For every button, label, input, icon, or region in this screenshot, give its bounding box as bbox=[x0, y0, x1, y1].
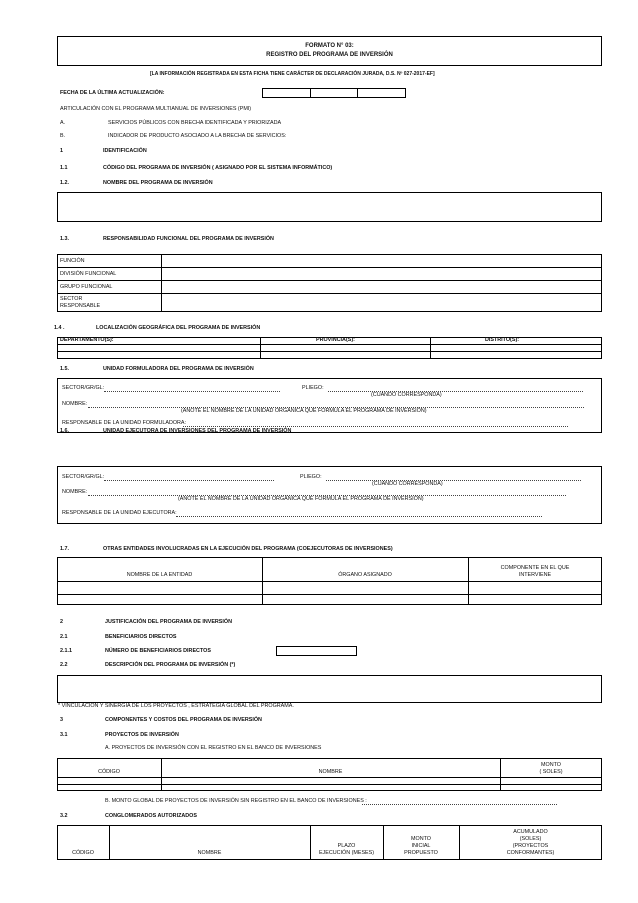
coejecutoras-row-2 bbox=[57, 594, 602, 595]
s3-1-title: PROYECTOS DE INVERSIÓN bbox=[105, 732, 179, 738]
localizacion-row-1 bbox=[57, 344, 602, 345]
articulacion-label: ARTICULACIÓN CON EL PROGRAMA MULTIANUAL DE INVERSIONES (PMI) bbox=[60, 106, 252, 112]
s2-1-1-title: NÚMERO DE BENEFICIARIOS DIRECTOS bbox=[105, 648, 211, 654]
s1-2-num: 1.2. bbox=[60, 180, 69, 186]
ue-sector-label: SECTOR/GR/GL: bbox=[62, 474, 105, 480]
s1-7-title: OTRAS ENTIDADES INVOLUCRADAS EN LA EJECUCIÓN DEL PROGRAMA (COEJECUTORAS DE INVERSIONES) bbox=[103, 546, 393, 552]
localizacion-row-2 bbox=[57, 351, 602, 352]
c-col-monto-c: PROPUESTO bbox=[404, 850, 438, 856]
c-col-monto-a: MONTO bbox=[411, 836, 431, 842]
coejecutoras-row-1 bbox=[57, 581, 602, 582]
c-col-plazo-b: EJECUCIÓN (MESES) bbox=[318, 850, 375, 856]
s1-1-num: 1.1 bbox=[60, 165, 68, 171]
col-monto-b: ( SOLES) bbox=[539, 769, 563, 775]
responsabilidad-row-2 bbox=[57, 280, 602, 281]
col-nombre-entidad: NOMBRE DE LA ENTIDAD bbox=[126, 572, 193, 578]
s2-num: 2 bbox=[60, 619, 63, 625]
localizacion-col-1 bbox=[260, 337, 261, 359]
s1-title: IDENTIFICACIÓN bbox=[103, 148, 147, 154]
ue-responsable-label: RESPONSABLE DE LA UNIDAD EJECUTORA: bbox=[62, 510, 177, 516]
s3-2-title: CONGLOMERADOS AUTORIZADOS bbox=[105, 813, 197, 819]
col-componente-a: COMPONENTE EN EL QUE bbox=[500, 565, 570, 571]
s2-1-1-num: 2.1.1 bbox=[60, 648, 72, 654]
disclaimer: [LA INFORMACIÓN REGISTRADA EN ESTA FICHA TIENE CARÁCTER DE DECLARACIÓN JURADA, D.S. Nº 027-2017-EF] bbox=[150, 71, 435, 77]
s3-1-num: 3.1 bbox=[60, 732, 68, 738]
form-subtitle: REGISTRO DEL PROGRAMA DE INVERSIÓN bbox=[266, 52, 393, 58]
row-grupo-funcional: GRUPO FUNCIONAL bbox=[60, 284, 113, 290]
s1-3-title: RESPONSABILIDAD FUNCIONAL DEL PROGRAMA DE INVERSIÓN bbox=[103, 236, 274, 242]
responsabilidad-row-3 bbox=[57, 293, 602, 294]
uf-sector-field[interactable] bbox=[104, 391, 280, 392]
s2-2-num: 2.2 bbox=[60, 662, 68, 668]
col-distrito: DISTRITO(S): bbox=[485, 337, 520, 343]
s1-num: 1 bbox=[60, 148, 63, 154]
s2-title: JUSTIFICACIÓN DEL PROGRAMA DE INVERSIÓN bbox=[105, 619, 232, 625]
localizacion-col-2 bbox=[430, 337, 431, 359]
s3-num: 3 bbox=[60, 717, 63, 723]
col-nombre: NOMBRE bbox=[318, 769, 343, 775]
uf-nombre-label: NOMBRE: bbox=[62, 401, 88, 407]
s3-1-b-text: B. MONTO GLOBAL DE PROYECTOS DE INVERSIÓN SIN REGISTRO EN EL BANCO DE INVERSIONES : bbox=[105, 798, 367, 804]
col-departamento: DEPARTAMENTO(S): bbox=[60, 337, 114, 343]
responsabilidad-table bbox=[57, 254, 602, 312]
uf-sector-label: SECTOR/GR/GL: bbox=[62, 385, 105, 391]
row-division-funcional: DIVISIÓN FUNCIONAL bbox=[60, 271, 117, 277]
s2-1-title: BENEFICIARIOS DIRECTOS bbox=[105, 634, 177, 640]
s1-6-num: 1.6. bbox=[60, 428, 69, 434]
uf-responsable-label: RESPONSABLE DE LA UNIDAD FORMULADORA: bbox=[62, 420, 187, 426]
c-col-nombre: NOMBRE bbox=[197, 850, 222, 856]
fecha-label: FECHA DE LA ÚLTIMA ACTUALIZACIÓN: bbox=[60, 90, 165, 96]
uf-pliego-label: PLIEGO: bbox=[302, 385, 324, 391]
s1-4-title: LOCALIZACIÓN GEOGRÁFICA DEL PROGRAMA DE INVERSIÓN bbox=[96, 325, 261, 331]
s1-1-title: CÓDIGO DEL PROGRAMA DE INVERSIÓN ( ASIGNADO POR EL SISTEMA INFORMÁTICO) bbox=[103, 165, 333, 171]
row-sector: SECTOR bbox=[60, 296, 83, 302]
s1-6-title: UNIDAD EJECUTORA DE INVERSIONES DEL PROGRAMA DE INVERSIÓN bbox=[103, 428, 292, 434]
col-organo-asignado: ÓRGANO ASIGNADO bbox=[338, 572, 392, 578]
s3-title: COMPONENTES Y COSTOS DEL PROGRAMA DE INVERSIÓN bbox=[105, 717, 262, 723]
s3-2-num: 3.2 bbox=[60, 813, 68, 819]
proyectos-row-2 bbox=[57, 784, 602, 785]
fecha-divider-2 bbox=[357, 88, 358, 98]
beneficiarios-field[interactable] bbox=[276, 646, 357, 656]
s1-2-title: NOMBRE DEL PROGRAMA DE INVERSIÓN bbox=[103, 180, 213, 186]
ue-pliego-field[interactable] bbox=[326, 480, 581, 481]
col-monto-a: MONTO bbox=[541, 762, 561, 768]
c-col-codigo: CÓDIGO bbox=[72, 850, 94, 856]
col-componente-b: INTERVIENE bbox=[518, 572, 552, 578]
fecha-field[interactable] bbox=[262, 88, 406, 98]
c-col-acum-a: ACUMULADO bbox=[513, 829, 548, 835]
form-title: FORMATO N° 03: bbox=[305, 43, 354, 49]
col-codigo: CÓDIGO bbox=[98, 769, 120, 775]
monto-global-field[interactable] bbox=[362, 804, 557, 805]
uf-anote: (ANOTE EL NOMBRE DE LA UNIDAD ORGÁNICA QUE FORMULA EL PROGRAMA DE INVERSIÓN) bbox=[181, 408, 427, 414]
uf-pliego-field[interactable] bbox=[328, 391, 583, 392]
c-col-acum-d: CONFORMANTES) bbox=[506, 850, 555, 856]
s1-4-num: 1.4 . bbox=[54, 325, 65, 331]
col-provincia: PROVINCIA(S): bbox=[316, 337, 355, 343]
header-box bbox=[57, 36, 602, 66]
descripcion-field[interactable] bbox=[57, 675, 602, 703]
responsabilidad-row-1 bbox=[57, 267, 602, 268]
ue-cuando: (CUANDO CORRESPONDA) bbox=[372, 481, 443, 487]
ue-pliego-label: PLIEGO: bbox=[300, 474, 322, 480]
c-col-acum-b: (SOLES) bbox=[519, 836, 542, 842]
uf-cuando: (CUANDO CORRESPONDA) bbox=[371, 392, 442, 398]
articulacion-b-letter: B. bbox=[60, 133, 66, 139]
row-responsable: RESPONSABLE bbox=[60, 303, 101, 309]
s1-5-num: 1.5. bbox=[60, 366, 69, 372]
articulacion-a-text: SERVICIOS PÚBLICOS CON BRECHA IDENTIFICADA Y PRIORIZADA bbox=[108, 120, 282, 126]
row-funcion: FUNCIÓN bbox=[60, 258, 85, 264]
s1-7-num: 1.7. bbox=[60, 546, 69, 552]
descripcion-note: * VINCULACIÓN Y SINERGIA DE LOS PROYECTOS , ESTRATEGIA GLOBAL DEL PROGRAMA. bbox=[58, 703, 294, 709]
c-col-monto-b: INICIAL bbox=[411, 843, 431, 849]
ue-nombre-label: NOMBRE: bbox=[62, 489, 88, 495]
s2-2-title: DESCRIPCIÓN DEL PROGRAMA DE INVERSIÓN (*) bbox=[105, 662, 236, 668]
ue-responsable-field[interactable] bbox=[176, 516, 542, 517]
s3-1-a-text: A. PROYECTOS DE INVERSIÓN CON EL REGISTRO EN EL BANCO DE INVERSIONES bbox=[105, 745, 322, 751]
articulacion-a-letter: A. bbox=[60, 120, 66, 126]
nombre-programa-field[interactable] bbox=[57, 192, 602, 222]
c-col-plazo-a: PLAZO bbox=[337, 843, 356, 849]
ue-sector-field[interactable] bbox=[104, 480, 274, 481]
fecha-divider-1 bbox=[310, 88, 311, 98]
proyectos-row-1 bbox=[57, 777, 602, 778]
s1-3-num: 1.3. bbox=[60, 236, 69, 242]
c-col-acum-c: (PROYECTOS bbox=[512, 843, 549, 849]
articulacion-b-text: INDICADOR DE PRODUCTO ASOCIADO A LA BRECHA DE SERVICIOS: bbox=[108, 133, 287, 139]
ue-anote: (ANOTE EL NOMBRE DE LA UNIDAD ORGÁNICA QUE FORMULA EL PROGRAMA DE INVERSIÓN) bbox=[178, 496, 424, 502]
s1-5-title: UNIDAD FORMULADORA DEL PROGRAMA DE INVERSIÓN bbox=[103, 366, 254, 372]
s2-1-num: 2.1 bbox=[60, 634, 68, 640]
uf-responsable-field[interactable] bbox=[183, 426, 568, 427]
responsabilidad-col-divider bbox=[161, 254, 162, 312]
